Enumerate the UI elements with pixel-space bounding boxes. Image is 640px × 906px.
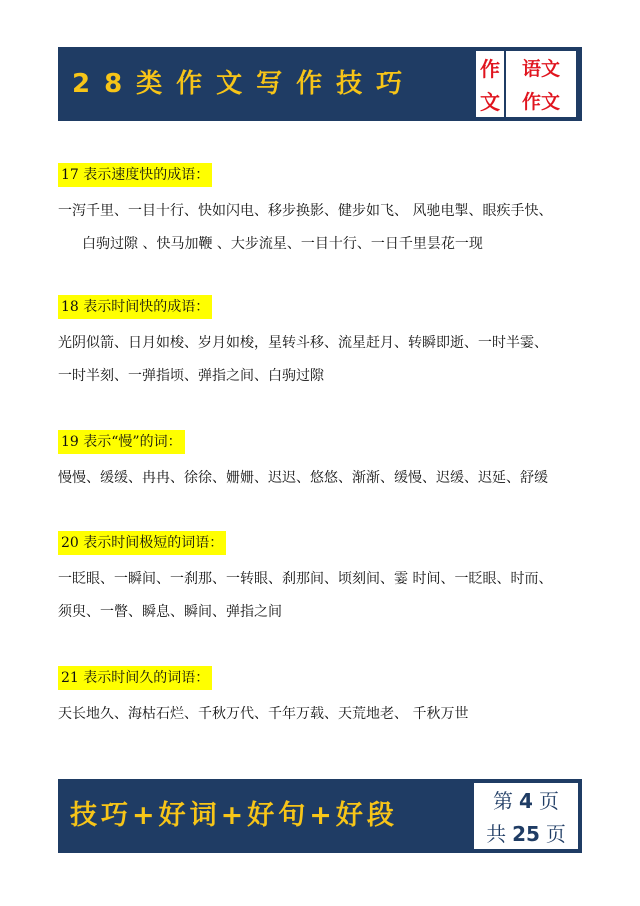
item-line: 慢慢、缓缓、冉冉、徐徐、姗姗、迟迟、悠悠、渐渐、缓慢、迟缓、迟延、舒缓: [58, 470, 548, 486]
badge-right: [506, 51, 576, 117]
footer-title: 技巧+好词+好句+好段: [70, 800, 398, 831]
item-line: 一泻千里、一目十行、快如闪电、移步换影、健步如飞、 风驰电掣、眼疾手快、: [58, 203, 553, 219]
current-page: [493, 785, 559, 814]
footer-banner: [58, 779, 582, 853]
section-heading: 17 表示速度快的成语：: [58, 163, 212, 187]
item-line: 白驹过隙 、快马加鞭 、大步流星、一目十行、一日千里昙花一现: [82, 236, 483, 252]
badge-left-char-2: 文: [480, 90, 500, 114]
item-line: 光阴似箭、日月如梭、岁月如梭，星转斗移、流星赶月、转瞬即逝、一时半霎、: [58, 335, 548, 351]
section-20: [58, 531, 588, 629]
total-suffix: 页: [545, 822, 566, 846]
item-line: 天长地久、海枯石烂、千秋万代、千年万载、天荒地老、 千秋万世: [58, 706, 469, 722]
page-indicator: [474, 783, 578, 849]
section-items: [58, 462, 588, 495]
item-line: 须臾、一瞥、瞬息、瞬间、弹指之间: [58, 604, 282, 620]
badge-left-char-1: 作: [480, 57, 500, 81]
section-heading: 19 表示“慢”的词：: [58, 430, 185, 454]
page-number: 4: [519, 789, 533, 813]
badge-right-line-2: 作文: [521, 91, 560, 113]
header-banner: [58, 47, 582, 121]
section-17: [58, 163, 588, 261]
section-items: [58, 563, 588, 629]
badge-right-line-1: 语文: [521, 58, 560, 80]
section-items: [58, 327, 588, 393]
section-items: [58, 195, 588, 261]
section-items: [58, 698, 588, 731]
total-pages: [486, 818, 566, 847]
item-line: 一眨眼、一瞬间、一刹那、一转眼、刹那间、顷刻间、霎 时间、一眨眼、时而、: [58, 571, 553, 587]
page-prefix: 第: [493, 789, 514, 813]
total-number: 25: [512, 822, 540, 846]
section-18: [58, 295, 588, 393]
section-heading: 20 表示时间极短的词语：: [58, 531, 226, 555]
section-heading: 21 表示时间久的词语：: [58, 666, 212, 690]
section-21: [58, 666, 588, 731]
header-badge: [476, 51, 576, 117]
item-line: 一时半刻、一弹指顷、弹指之间、白驹过隙: [58, 368, 324, 384]
section-heading: 18 表示时间快的成语：: [58, 295, 212, 319]
page-suffix: 页: [538, 789, 559, 813]
section-19: [58, 430, 588, 495]
total-prefix: 共: [486, 822, 507, 846]
header-title: 28类作文写作技巧: [72, 69, 417, 99]
badge-left: [476, 51, 506, 117]
